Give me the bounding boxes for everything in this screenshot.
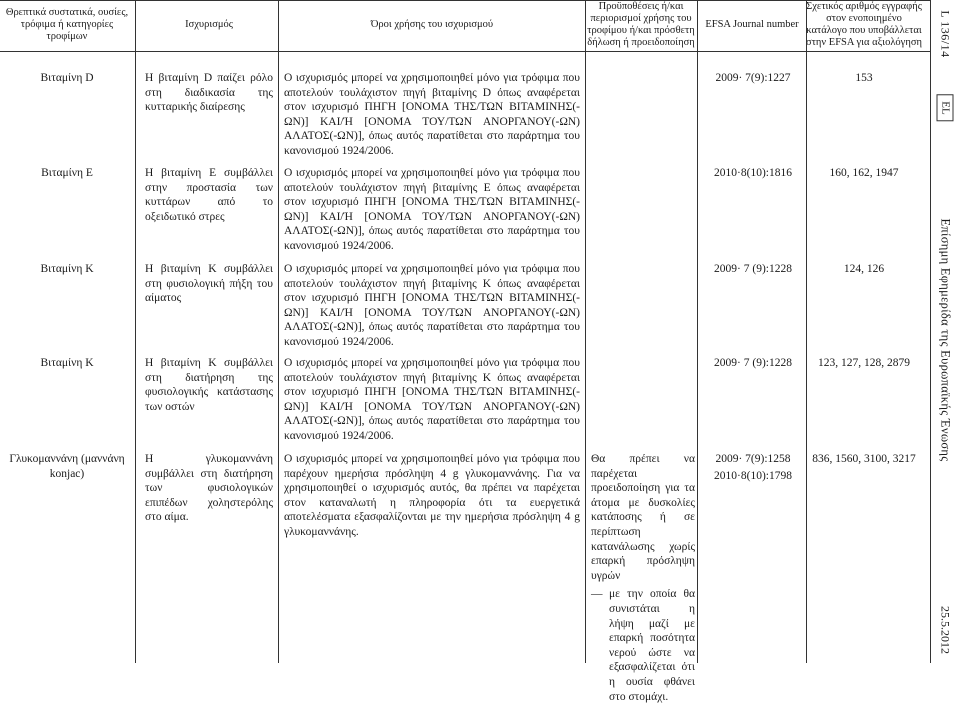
row-vitamin-d-conditions: Ο ισχυρισμός μπορεί να χρησιμοποιηθεί μόνο για τρόφιμα που αποτελούν τουλάχιστον πηγή βιταμίνης D όπως αναφέρεται στον ισχυρισμό ΠΗΓΗ [ΟΝΟΜΑ ΤΗΣ/ΤΩΝ ΒΙΤΑΜΙΝΗΣ(-ΩΝ)] ΚΑΙ/Ή [ΟΝΟΜΑ ΤΟΥ/ΤΩΝ ΑΝΟΡΓΑΝΟΥ(-ΩΝ) ΑΛΑΤΟΣ(-ΩΝ)], όπως αυτός παρατίθεται στο παράρτημα του κανονισμού 1924/2006. <box>284 72 580 157</box>
row-glucomannan-restrictions <box>591 452 695 704</box>
row-glucomannan-substance: Γλυκομαννάνη (μαννάνη konjac) <box>9 453 125 480</box>
row-vitamin-k-bones-substance: Βιταμίνη K <box>40 357 94 369</box>
row-vitamin-k-bones-efsa <box>702 356 804 373</box>
row-vitamin-d-efsa <box>702 71 804 88</box>
row-vitamin-k-blood-efsa <box>702 262 804 279</box>
restriction-warning: Θα πρέπει να παρέχεται προειδοποίηση για τα άτομα με δυσκολίες κατάποσης ή σε περίπτωση κατανάλωσης χωρίς επαρκή πρόσληψη υγρών <box>591 453 695 582</box>
column-divider <box>697 0 698 663</box>
language-badge: EL <box>937 94 954 121</box>
running-header <box>930 0 960 663</box>
header-restrictions: Προϋποθέσεις ή/και περιορισμοί χρήσης του τροφίμου ή/και πρόσθετη δήλωση ή προειδοποίηση <box>587 1 695 48</box>
em-dash: — <box>591 588 603 601</box>
header-claim: Ισχυρισμός <box>185 19 233 30</box>
row-vitamin-k-blood-claim: Η βιταμίνη K συμβάλλει στη φυσιολογική πήξη του αίματος <box>145 263 273 305</box>
row-vitamin-k-blood-ids: 124, 126 <box>843 263 885 275</box>
row-glucomannan-efsa <box>702 452 804 485</box>
oj-reference: L 136/14 <box>938 10 953 58</box>
header-efsa: EFSA Journal number <box>705 19 799 30</box>
efsa-reference: 2010·8(10):1798 <box>714 469 792 482</box>
row-vitamin-e-efsa <box>702 166 804 183</box>
efsa-reference: 2009· 7(9):1227 <box>715 72 791 84</box>
row-glucomannan-conditions: Ο ισχυρισμός μπορεί να χρησιμοποιηθεί μόνο για τρόφιμα που παρέχουν ημερήσια πρόσληψη 4 g γλυκομαννάνης. Για να χρησιμοποιηθεί ο ισχυρισμός αυτός, θα πρέπει να παρέχεται στον καταναλωτή η πληροφορία ότι τα ευεργετικά αποτελέσματα εξασφαλίζονται με την ημερήσια πρόσληψη 4 g γλυκομαννάνης. <box>284 453 580 538</box>
efsa-reference: 2009· 7 (9):1228 <box>714 263 792 275</box>
top-rule <box>0 0 930 1</box>
header-rule <box>0 51 930 52</box>
restriction-dash-item <box>591 587 695 704</box>
efsa-reference: 2009· 7(9):1258 <box>715 453 791 465</box>
row-vitamin-e-substance: Βιταμίνη E <box>41 167 93 179</box>
header-substance: Θρεπτικά συστατικά, ουσίες, τρόφιμα ή κατηγορίες τροφίμων <box>5 7 129 42</box>
restriction-dash-text: με την οποία θα συνιστάται η λήψη μαζί με επαρκή ποσότητα νερού ώστε να εξασφαλίζεται ότι η ουσία φθάνει στο στομάχι. <box>609 588 695 703</box>
publication-date: 25.5.2012 <box>938 606 953 654</box>
column-divider <box>278 0 279 663</box>
row-vitamin-e-conditions: Ο ισχυρισμός μπορεί να χρησιμοποιηθεί μόνο για τρόφιμα που αποτελούν τουλάχιστον πηγή βιταμίνης E όπως αναφέρεται στον ισχυρισμό ΠΗΓΗ [ΟΝΟΜΑ ΤΗΣ/ΤΩΝ ΒΙΤΑΜΙΝΗΣ(-ΩΝ)] ΚΑΙ/Ή [ΟΝΟΜΑ ΤΟΥ/ΤΩΝ ΑΝΟΡΓΑΝΟΥ(-ΩΝ) ΑΛΑΤΟΣ(-ΩΝ)], όπως αυτός παρατίθεται στο παράρτημα του κανονισμού 1924/2006. <box>284 167 580 252</box>
row-vitamin-d-claim: Η βιταμίνη D παίζει ρόλο στη διαδικασία της κυτταρικής διαίρεσης <box>145 72 273 114</box>
column-divider <box>806 0 807 663</box>
row-vitamin-d-substance: Βιταμίνη D <box>40 72 94 84</box>
journal-title: Επίσημη Εφημερίδα της Ευρωπαϊκής Ένωσης <box>938 218 953 462</box>
efsa-reference: 2010·8(10):1816 <box>714 167 792 179</box>
column-divider <box>585 0 586 663</box>
row-vitamin-k-blood-substance: Βιταμίνη K <box>40 263 94 275</box>
row-vitamin-e-ids: 160, 162, 1947 <box>829 167 899 179</box>
header-ids: Σχετικός αριθμός εγγραφής στον ενοποιημένο κατάλογο που υποβάλλεται στην EFSA για αξιολόγηση <box>806 1 922 48</box>
row-vitamin-k-bones-ids: 123, 127, 128, 2879 <box>818 357 910 369</box>
row-vitamin-e-claim: Η βιταμίνη E συμβάλλει στην προστασία των κυττάρων από το οξειδωτικό στρες <box>145 167 273 223</box>
row-glucomannan-claim: Η γλυκομαννάνη συμβάλλει στη διατήρηση των φυσιολογικών επιπέδων χοληστερόλης στο αίμα. <box>145 453 273 524</box>
header-conditions: Όροι χρήσης του ισχυρισμού <box>370 19 494 30</box>
efsa-reference: 2009· 7 (9):1228 <box>714 357 792 369</box>
row-vitamin-k-bones-claim: Η βιταμίνη K συμβάλλει στη διατήρηση της φυσιολογικής κατάστασης των οστών <box>145 357 273 413</box>
row-vitamin-d-ids: 153 <box>855 72 873 84</box>
row-vitamin-k-blood-conditions: Ο ισχυρισμός μπορεί να χρησιμοποιηθεί μόνο για τρόφιμα που αποτελούν τουλάχιστον πηγή βιταμίνης K όπως αναφέρεται στον ισχυρισμό ΠΗΓΗ [ΟΝΟΜΑ ΤΗΣ/ΤΩΝ ΒΙΤΑΜΙΝΗΣ(-ΩΝ)] ΚΑΙ/Ή [ΟΝΟΜΑ ΤΟΥ/ΤΩΝ ΑΝΟΡΓΑΝΟΥ(-ΩΝ) ΑΛΑΤΟΣ(-ΩΝ)], όπως αυτός παρατίθεται στο παράρτημα του κανονισμού 1924/2006. <box>284 263 580 348</box>
row-vitamin-k-bones-conditions: Ο ισχυρισμός μπορεί να χρησιμοποιηθεί μόνο για τρόφιμα που αποτελούν τουλάχιστον πηγή βιταμίνης K όπως αναφέρεται στον ισχυρισμό ΠΗΓΗ [ΟΝΟΜΑ ΤΗΣ/ΤΩΝ ΒΙΤΑΜΙΝΗΣ(-ΩΝ)] ΚΑΙ/Ή [ΟΝΟΜΑ ΤΟΥ/ΤΩΝ ΑΝΟΡΓΑΝΟΥ(-ΩΝ) ΑΛΑΤΟΣ(-ΩΝ)], όπως αυτός παρατίθεται στο παράρτημα του κανονισμού 1924/2006. <box>284 357 580 442</box>
row-glucomannan-ids: 836, 1560, 3100, 3217 <box>812 453 916 465</box>
column-divider <box>135 0 136 663</box>
